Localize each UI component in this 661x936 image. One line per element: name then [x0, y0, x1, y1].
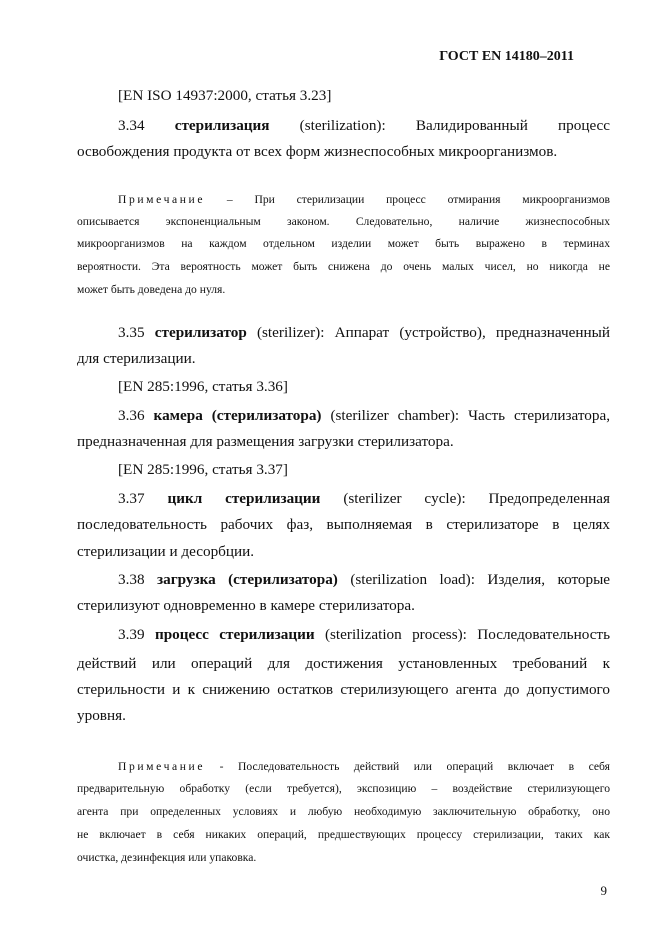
- term-3-39-line-3: стерильности и к снижению остатков стерилизующего агента до допустимого: [77, 681, 610, 698]
- note-label: Примечание: [118, 760, 206, 773]
- term-name-part: цикл: [167, 490, 203, 507]
- term-3-38-line-2: стерилизуют одновременно в камере стерилизатора.: [77, 597, 415, 614]
- reference-iso-14937: [EN ISO 14937:2000, статья 3.23]: [118, 87, 332, 104]
- term-number: 3.35: [118, 324, 145, 341]
- term-english-part: cycle):: [424, 490, 466, 507]
- note-text: - Последовательность действий или операций включает в себя: [219, 760, 610, 773]
- term-definition-word: Предопределенная: [488, 490, 611, 507]
- term-3-35-line-1: [118, 324, 610, 341]
- term-3-37-line-1: [118, 490, 610, 507]
- note-1-line-2: описывается экспоненциальным законом. Следовательно, наличие жизнеспособных: [77, 215, 610, 228]
- note-text: – При стерилизации процесс отмирания микроорганизмов: [226, 193, 610, 206]
- note-label: Примечание: [118, 193, 206, 206]
- term-number: 3.34: [118, 117, 145, 134]
- document-code-header: ГОСТ EN 14180–2011: [439, 49, 574, 64]
- term-name: стерилизация: [174, 117, 270, 134]
- term-english-part: (sterilizer: [343, 490, 402, 507]
- term-definition: (sterilization load): Изделия, которые: [350, 571, 611, 588]
- term-definition-word: Валидированный: [415, 117, 528, 134]
- note-1-line-5: может быть доведена до нуля.: [77, 283, 226, 296]
- term-3-39-line-4: уровня.: [77, 707, 126, 724]
- term-3-34-line-2: освобождения продукта от всех форм жизнеспособных микроорганизмов.: [77, 143, 558, 160]
- term-number: 3.38: [118, 571, 145, 588]
- term-name: стерилизатор: [154, 324, 247, 341]
- term-name-part: стерилизации: [225, 490, 321, 507]
- term-number: 3.37: [118, 490, 145, 507]
- term-english: (sterilization):: [299, 117, 386, 134]
- term-3-35-line-2: для стерилизации.: [77, 350, 196, 367]
- term-3-34-line-1: [118, 117, 610, 134]
- reference-en-285-3-37: [EN 285:1996, статья 3.37]: [118, 461, 288, 478]
- term-3-37-line-3: стерилизации и десорбции.: [77, 543, 255, 560]
- term-name: процесс стерилизации: [154, 626, 315, 643]
- term-name: камера (стерилизатора): [153, 407, 322, 424]
- note-2-line-2: предварительную обработку (если требуется), экспозицию – воздействие стерилизующего: [77, 782, 610, 795]
- note-1-line-1: [118, 193, 610, 207]
- term-name: загрузка (стерилизатора): [157, 571, 338, 588]
- term-3-39-line-2: действий или операций для достижения установленных требований к: [77, 655, 610, 672]
- term-3-38-line-1: [118, 571, 610, 588]
- term-3-36-line-2: предназначенная для размещения загрузки стерилизатора.: [77, 433, 454, 450]
- note-1-line-4: вероятности. Эта вероятность может быть снижена до очень малых чисел, но никогда не: [77, 260, 610, 273]
- reference-en-285-3-36: [EN 285:1996, статья 3.36]: [118, 378, 288, 395]
- note-1-line-3: микроорганизмов на каждом отдельном изделии может быть выражено в терминах: [77, 237, 610, 250]
- term-definition: (sterilization process): Последовательность: [324, 626, 610, 643]
- term-3-36-line-1: [118, 407, 610, 424]
- note-2-line-3: агента при определенных условиях и любую необходимую заключительную обработку, оно: [77, 805, 610, 818]
- note-2-line-4: не включает в себя никаких операций, предшествующих процессу стерилизации, таких как: [77, 828, 610, 841]
- term-definition: (sterilizer): Аппарат (устройство), предназначенный: [256, 324, 611, 341]
- term-number: 3.39: [118, 626, 145, 643]
- term-3-39-line-1: [118, 626, 610, 643]
- page-number: 9: [600, 883, 607, 898]
- term-number: 3.36: [118, 407, 145, 424]
- term-definition: (sterilizer chamber): Часть стерилизатора,: [330, 407, 611, 424]
- note-2-line-5: очистка, дезинфекция или упаковка.: [77, 851, 257, 864]
- term-definition-word: процесс: [558, 117, 611, 134]
- note-2-line-1: [118, 760, 610, 774]
- term-3-37-line-2: последовательность рабочих фаз, выполняемая в стерилизаторе в целях: [77, 516, 610, 533]
